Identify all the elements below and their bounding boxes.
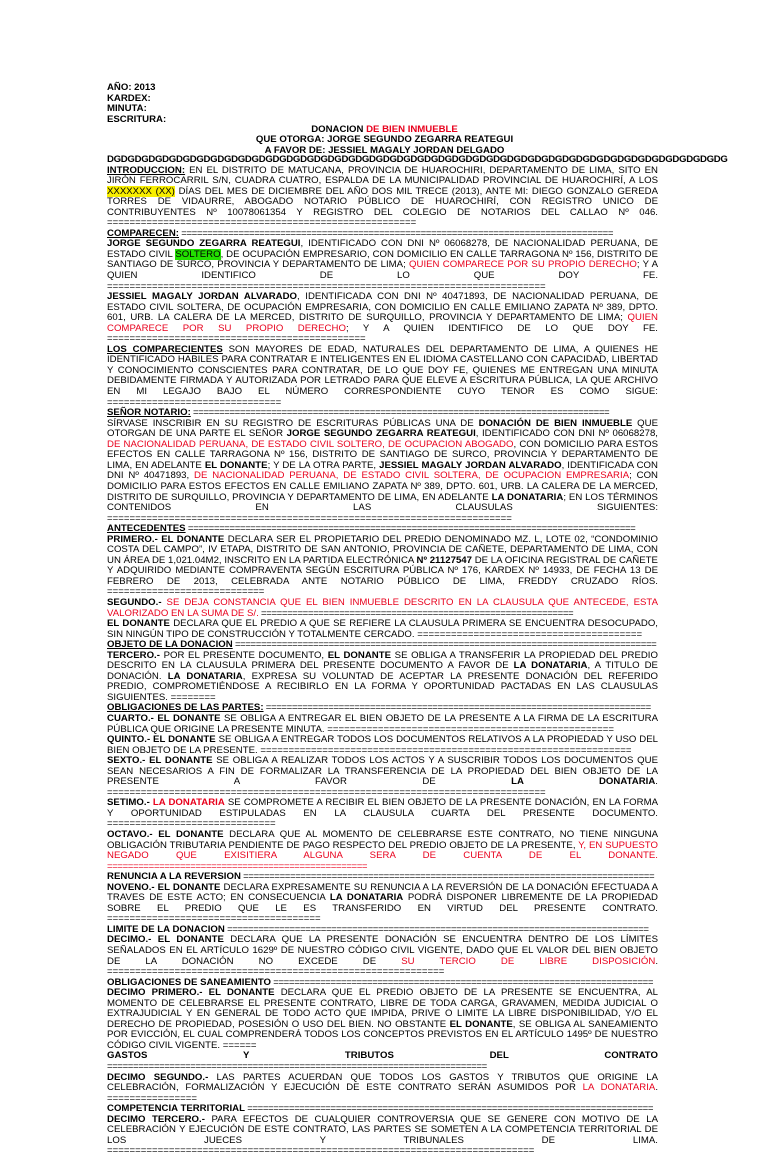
clause-sexto: SEXTO.- EL DONANTE SE OBLIGA A REALIZAR TODOS LOS ACTOS Y A SUSCRIBIR TODOS LOS DOCUMENTOS QUE SEAN NECESARIOS A FIN DE FORMALIZAR LA TRANSFERENCIA DE LA PROPIEDAD DEL BIEN OBJETO DE LA PRESENTE A FAVOR DE LA DONATARIA. ============================================================================== [107, 755, 659, 798]
clause-decimo-primero: DECIMO PRIMERO.- EL DONANTE DECLARA QUE EL PREDIO OBJETO DE LA PRESENTE SE ENCUENTRA, AL MOMENTO DE CELEBRARSE EL PRESENTE CONTRATO, LIBRE DE TODA CARGA, GRAVAMEN, MEDIDA JUDICIAL O EXTRAJUDICIAL Y EN GENERAL DE TODO ACTO QUE IMPIDA, PRIVE O LIMITE LA LIBRE DISPONIBILIDAD, Y/O EL DERECHO DE PROPIEDAD, POSESIÓN O USO DEL BIEN. NO OBSTANTE EL DONANTE, SE OBLIGA AL SANEAMIENTO POR EVICCIÓN, EL CUAL COMPRENDERÁ TODOS LOS CONCEPTOS PREVISTOS EN EL ARTÍCULO 1495º DE NUESTRO CÓDIGO CIVIL VIGENTE. ====== [107, 987, 658, 1051]
party-1-paragraph: JORGE SEGUNDO ZEGARRA REATEGUI, IDENTIFICADO CON DNI Nº 06068278, DE NACIONALIDAD PERUANA, DE ESTADO CIVIL SOLTERO, DE OCUPACIÓN EMPRESARIO, CON DOMICILIO EN CALLE TARRAGONA Nº 156, DISTRITO DE SANTIAGO DE SURCO, PROVINCIA Y DEPARTAMENTO DE LIMA; QUIEN COMPARECE POR SU PROPIO DERECHO; Y A QUIEN IDENTIFICO DE LO QUE DOY FE. ============================================================================== [107, 238, 658, 292]
kardex-field: KARDEX: [107, 92, 151, 104]
escritura-field: ESCRITURA: [107, 113, 167, 125]
antecedentes-heading: ANTECEDENTES ====================================================================================== [107, 523, 636, 535]
clause-octavo: OCTAVO.- EL DONANTE DECLARA QUE AL MOMENTO DE CELEBRARSE ESTE CONTRATO, NO TIENE NINGUNA OBLIGACIÓN TRIBUTARIA PENDIENTE DE PAGO RESPECTO DEL PREDIO OBJETO DE LA PRESENTE, Y, EN SUPUESTO NEGADO QUE EXISITIERA ALGUNA SERA DE CUENTA DE EL DONANTE. ================================================== [107, 829, 658, 872]
party-2-paragraph: JESSIEL MAGALY JORDAN ALVARADO, IDENTIFICADA CON DNI Nº 40471893, DE NACIONALIDAD PERUANA, DE ESTADO CIVIL SOLTERA, DE OCUPACIÓN EMPRESARIA, CON DOMICILIO EN CALLE EMILIANO ZAPATA Nº 389, DPTO. 601, URB. LA CALERA DE LA MERCED, DISTRITO DE SURQUILLO, PROVINCIA Y DEPARTAMENTO DE LIMA; QUIEN COMPARECE POR SU PROPIO DERECHO; Y A QUIEN IDENTIFICO DE LO QUE DOY FE. ============================================== [107, 291, 658, 345]
senor-notario-heading: SEÑOR NOTARIO: ================================================================================ [107, 407, 610, 419]
intro-paragraph: INTRODUCCION: EN EL DISTRITO DE MATUCANA, PROVINCIA DE HUAROCHIRI, DEPARTAMENTO DE LIMA, SITO EN JIRÓN FERROCARRIL S/N, CUADRA CUATRO, ESPALDA DE LA MUNICIPALIDAD PROVINCIAL DE HUAROCHIRÍ, A LOS XXXXXXX (XX) DÍAS DEL MES DE DICIEMBRE DEL AÑO DOS MIL TRECE (2013), ANTE MI: DIEGO GONZALO GEREDA TORRES DE VIDAURRE, ABOGADO NOTARIO PÚBLICO DE HUAROCHIRÍ, CON REGISTRO UNICO DE CONTRIBUYENTES Nº 10078061354 Y REGISTRO DEL COLEGIO DE NOTARIOS DEL CALLAO Nº 046. ======================================================= [107, 164, 658, 229]
clause-cuarto: CUARTO.- EL DONANTE SE OBLIGA A ENTREGAR EL BIEN OBJETO DE LA PRESENTE A LA FIRMA DE LA ESCRITURA PÚBLICA QUE ORIGINE LA PRESENTE MINUTA. =================================================== [107, 712, 658, 735]
clause-primero: PRIMERO.- EL DONANTE DECLARA SER EL PROPIETARIO DEL PREDIO DENOMINADO MZ. L, LOTE 02, “CONDOMINIO COSTA DEL CAMPO”, IV ETAPA, DISTRITO DE SAN ANTONIO, PROVINCIA DE CAÑETE, DEPARTAMENTO DE LIMA, CON UN ÁREA DE 1,021.04M2, INSCRITO EN LA PARTIDA ELECTRÓNICA Nº 21127547 DE LA OFICINA REGISTRAL DE CAÑETE Y ADQUIRIDO MEDIANTE COMPRAVENTA SEGÚN ESCRITURA PÚBLICA Nº 176, KARDEX Nº 14933, DE FECHA 13 DE FEBRERO DE 2013, CELEBRADA ANTE NOTARIO PÚBLICO DE LIMA, FREDDY CRUZADO RÍOS. ============================ [107, 533, 659, 598]
title-line-1: DONACION DE BIEN INMUEBLE [311, 124, 458, 135]
gastos-heading: GASTOS Y TRIBUTOS DEL CONTRATO ========================================================================= [107, 1050, 658, 1073]
clause-tercero: TERCERO.- POR EL PRESENTE DOCUMENTO, EL DONANTE SE OBLIGA A TRANSFERIR LA PROPIEDAD DEL PREDIO DESCRITO EN LA CLAUSULA PRIMERA DEL PRESENTE DOCUMENTO A FAVOR DE LA DONATARIA, A TITULO DE DONACIÓN. LA DONATARIA, EXPRESA SU VOLUNTAD DE ACEPTAR LA PRESENTE DONACIÓN DEL REFERIDO PREDIO, COMPROMETIÉNDOSE A RECIBIRLO EN LA FORMA Y OPORTUNIDAD PACTADAS EN LAS CLAUSULAS SIGUIENTES. ======== [107, 649, 658, 703]
comparecientes-paragraph: LOS COMPARECIENTES SON MAYORES DE EDAD, NATURALES DEL DEPARTAMENTO DE LIMA, A QUIENES HE IDENTIFICADO HABILES PARA CONTRATAR E INTELIGENTES EN EL IDIOMA CASTELLANO CON CAPACIDAD, LIBERTAD Y CONOCIMIENTO CONSCIENTES PARA CONTRATAR, DE LO QUE DOY FE, QUIENES ME ENTREGAN UNA MINUTA DEBIDAMENTE FIRMADA Y AUTORIZADA POR LETRADO PARA QUE ELEVE A ESCRITURA PÚBLICA, LA QUE ARCHIVO EN MI LEGAJO BAJO EL NÚMERO CORRESPONDIENTE CUYO TENOR ES COMO SIGUE: =============================== [107, 343, 658, 408]
date-placeholder: XXXXXXX (XX) [107, 185, 175, 197]
clause-decimo-tercero: DECIMO TERCERO.- PARA EFECTOS DE CUALQUIER CONTROVERSIA QUE SE GENERE CON MOTIVO DE LA CELEBRACIÓN Y EJECUCIÓN DE ESTE CONTRATO, LAS PARTES SE SOMETEN A LA COMPETENCIA TERRITORIAL DE LOS JUECES Y TRIBUNALES DE LIMA. ============================================================================ [107, 1113, 658, 1157]
clause-donante-declara: EL DONANTE DECLARA QUE EL PREDIO A QUE SE REFIERE LA CLAUSULA PRIMERA SE ENCUENTRA DESOCUPADO, SIN NINGÚN TIPO DE CONSTRUCCIÓN Y TOTALMENTE CERCADO. ======================================== [107, 618, 658, 640]
document-header [107, 83, 166, 125]
saneamiento-heading: OBLIGACIONES DE SANEAMIENTO ========================================================================= [107, 976, 654, 988]
obligaciones-heading: OBLIGACIONES DE LAS PARTES: ========================================================================== [107, 702, 651, 714]
minuta-field: MINUTA: [107, 103, 147, 115]
senor-notario-paragraph: SÍRVASE INSCRIBIR EN SU REGISTRO DE ESCRITURAS PÚBLICAS UNA DE DONACIÓN DE BIEN INMUEBLE QUE OTORGAN DE UNA PARTE EL SEÑOR JORGE SEGUNDO ZEGARRA REATEGUI, IDENTIFICADO CON DNI Nº 06068278, DE NACIONALIDAD PERUANA, DE ESTADO CIVIL SOLTERO, DE OCUPACION ABOGADO, CON DOMICILIO PARA ESTOS EFECTOS EN CALLE TARRAGONA Nº 156, DISTRITO DE SANTIAGO DE SURCO, PROVINCIA Y DEPARTAMENTO DE LIMA, EN ADELANTE EL DONANTE; Y DE LA OTRA PARTE, JESSIEL MAGALY JORDAN ALVARADO, IDENTIFICADA CON DNI Nº 40471893, DE NACIONALIDAD PERUANA, DE ESTADO CIVIL SOLTERA, DE OCUPACION EMPRESARIA; CON DOMICILIO PARA ESTOS EFECTOS EN CALLE EMILIANO ZAPATA Nº 389, DPTO. 601, URB. LA CALERA DE LA MERCED, DISTRITO DE SURQUILLO, PROVINCIA Y DEPARTAMENTO DE LIMA, EN ADELANTE LA DONATARIA; EN LOS TÉRMINOS CONTENIDOS EN LAS CLAUSULAS SIGUIENTES: ======================================================================== [107, 417, 659, 524]
clause-decimo: DECIMO.- EL DONANTE DECLARA QUE LA PRESENTE DONACIÓN SE ENCUENTRA DENTRO DE LOS LÍMITES SEÑALADOS EN EL ARTÍCULO 1629º DE NUESTRO CÓDIGO CIVIL VIGENTE, DADO QUE EL VALOR DEL BIEN OBJETO DE LA DONACIÓN NO EXCEDE DE SU TERCIO DE LIBRE DISPOSICIÓN. ============================================================ [107, 934, 658, 978]
document-body [107, 154, 728, 1157]
clause-segundo: SEGUNDO.- SE DEJA CONSTANCIA QUE EL BIEN INMUEBLE DESCRITO EN LA CLAUSULA QUE ANTECEDE, ESTA VALORIZADO EN LA SUMA DE S/. ============================================================ [107, 596, 658, 619]
year-field: AÑO: 2013 [107, 82, 156, 93]
competencia-heading: COMPETENCIA TERRITORIAL ============================================================================== [107, 1103, 654, 1115]
title-line-3: A FAVOR DE: JESSIEL MAGALY JORDAN DELGADO [264, 144, 505, 156]
limite-heading: LIMITE DE LA DONACION ================================================================================= [107, 923, 649, 935]
comparecen-heading: COMPARECEN: =================================================================================== [107, 227, 614, 239]
document-title [107, 125, 662, 156]
clause-setimo: SETIMO.- LA DONATARIA SE COMPROMETE A RECIBIR EL BIEN OBJETO DE LA PRESENTE DONACIÓN, EN LA FORMA Y OPORTUNIDAD ESTIPULADAS EN LA CLAUSULA CUARTA DEL PRESENTE DOCUMENTO. ============================== [107, 797, 658, 830]
clause-quinto: QUINTO.- EL DONANTE SE OBLIGA A ENTREGAR TODOS LOS DOCUMENTOS RELATIVOS A LA PROPIEDAD Y USO DEL BIEN OBJETO DE LA PRESENTE. ================================================================== [107, 734, 658, 756]
clause-noveno: NOVENO.- EL DONANTE DECLARA EXPRESAMENTE SU RENUNCIA A LA REVERSIÓN DE LA DONACIÓN EFECTUADA A TRAVES DE ESTE ACTO; EN CONSECUENCIA LA DONATARIA PODRÁ DISPONER LIBREMENTE DE LA PROPIEDAD SOBRE EL PREDIO QUE LE ES TRANSFERIDO EN VIRTUD DEL PRESENTE CONTRATO. ====================================== [107, 881, 658, 925]
filler-line: DGDGDGDGDGDGDGDGDGDGDGDGDGDGDGDGDGDGDGDGDGDGDGDGDGDGDGDGDGDGDGDGDGDGDGDGDGDGDGDGDGDGDGDGDG [107, 154, 728, 165]
objeto-heading: OBJETO DE LA DONACION ================================================================================= [107, 639, 657, 651]
title-line-2: QUE OTORGA: JORGE SEGUNDO ZEGARRA REATEGUI [255, 134, 514, 146]
clause-decimo-segundo: DECIMO SEGUNDO.- LAS PARTES ACUERDAN QUE TODOS LOS GASTOS Y TRIBUTOS QUE ORIGINE LA CELEBRACIÓN, FORMALIZACIÓN Y EJECUCIÓN DE ESTE CONTRATO SERÁN ASUMIDOS POR LA DONATARIA. ================ [107, 1071, 659, 1104]
renuncia-heading: RENUNCIA A LA REVERSION =============================================================================== [107, 871, 655, 883]
